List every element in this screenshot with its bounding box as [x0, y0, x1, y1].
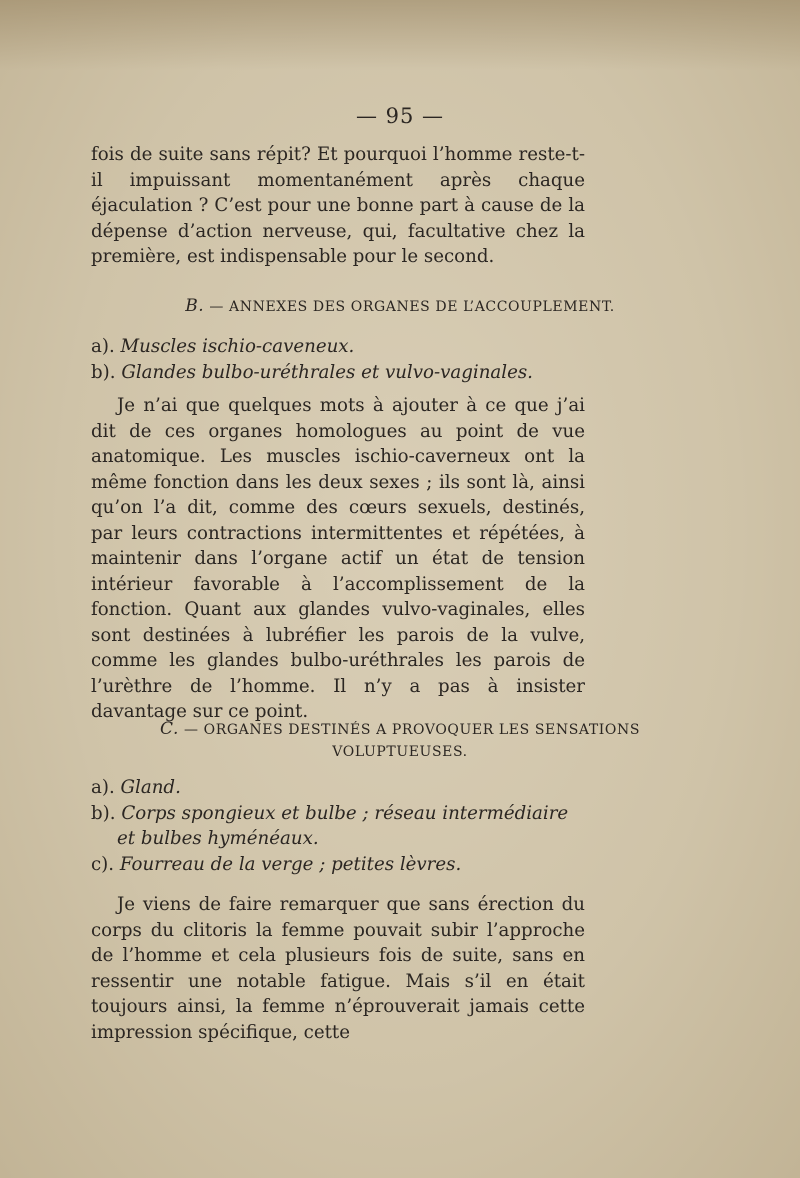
section-b-list [91, 334, 585, 385]
list-item [91, 852, 585, 878]
paragraph-2-text: Je n’ai que quelques mots à ajouter à ce que j’ai dit de ces organes homologues au point de vue anatomique. Les muscles ischio-caverneux ont la même fonction dans les deux sexes ; ils sont là, ainsi qu’on l’a dit, comme des cœurs sexuels, destinés, par leurs contractions intermittentes et répétées, à maintenir dans l’organe actif un état de tension intérieur favorable à l’accomplissement de la fonction. Quant aux glandes vulvo-vaginales, elles sont destinées à lubréfier les parois de la vulve, comme les glandes bulbo-uréthrales les parois de l’urèthre de l’homme. Il n’y a pas à insister davantage sur ce point. [91, 395, 585, 722]
section-c-heading-line2 [0, 744, 800, 760]
paragraph-3-text: Je viens de faire remarquer que sans érection du corps du clitoris la femme pouvait subir l’approche de l’homme et cela plusieurs fois de suite, sans en ressentir une notable fatigue. Mais s’il en était toujours ainsi, la femme n’éprouverait jamais cette impression spécifique, cette [91, 894, 585, 1043]
paragraph-1-text: fois de suite sans répit? Et pourquoi l’homme reste-t-il impuissant momentanément après chaque éjaculation ? C’est pour une bonne part à cause de la dépense d’action nerveuse, qui, facultative chez la première, est indispensable pour le second. [91, 144, 585, 267]
list-marker: c). [91, 853, 115, 875]
paragraph-3 [91, 892, 585, 1045]
paragraph-2 [91, 393, 585, 725]
list-item [91, 360, 585, 386]
section-c-list [91, 775, 585, 877]
list-marker: b). [91, 802, 116, 824]
list-text: Gland. [120, 777, 181, 798]
list-item [91, 334, 585, 360]
list-item [91, 775, 585, 801]
list-text: Muscles ischio-caveneux. [120, 336, 355, 357]
page-number: — 95 — [355, 104, 445, 128]
list-item [91, 801, 585, 852]
section-b-heading [0, 296, 800, 316]
paragraph-1 [91, 142, 585, 270]
list-text: Fourreau de la verge ; petites lèvres. [119, 853, 462, 875]
list-marker: a). [91, 336, 115, 357]
section-c-heading [0, 719, 800, 739]
section-b-title: — ANNEXES DES ORGANES DE L’ACCOUPLEMENT. [209, 299, 615, 315]
list-text: Corps spongieux et bulbe ; réseau intermédiaire et bulbes hyménéaux. [117, 802, 569, 849]
section-c-title-line1: — ORGANES DESTINÉS A PROVOQUER LES SENSATIONS [184, 722, 641, 738]
list-marker: b). [91, 361, 116, 383]
list-marker: a). [91, 777, 115, 798]
list-text: Glandes bulbo-uréthrales et vulvo-vaginales. [121, 361, 533, 383]
section-b-letter: B. [185, 296, 205, 316]
section-c-letter: C. [159, 719, 179, 739]
section-c-title-line2: VOLUPTUEUSES. [332, 744, 468, 760]
